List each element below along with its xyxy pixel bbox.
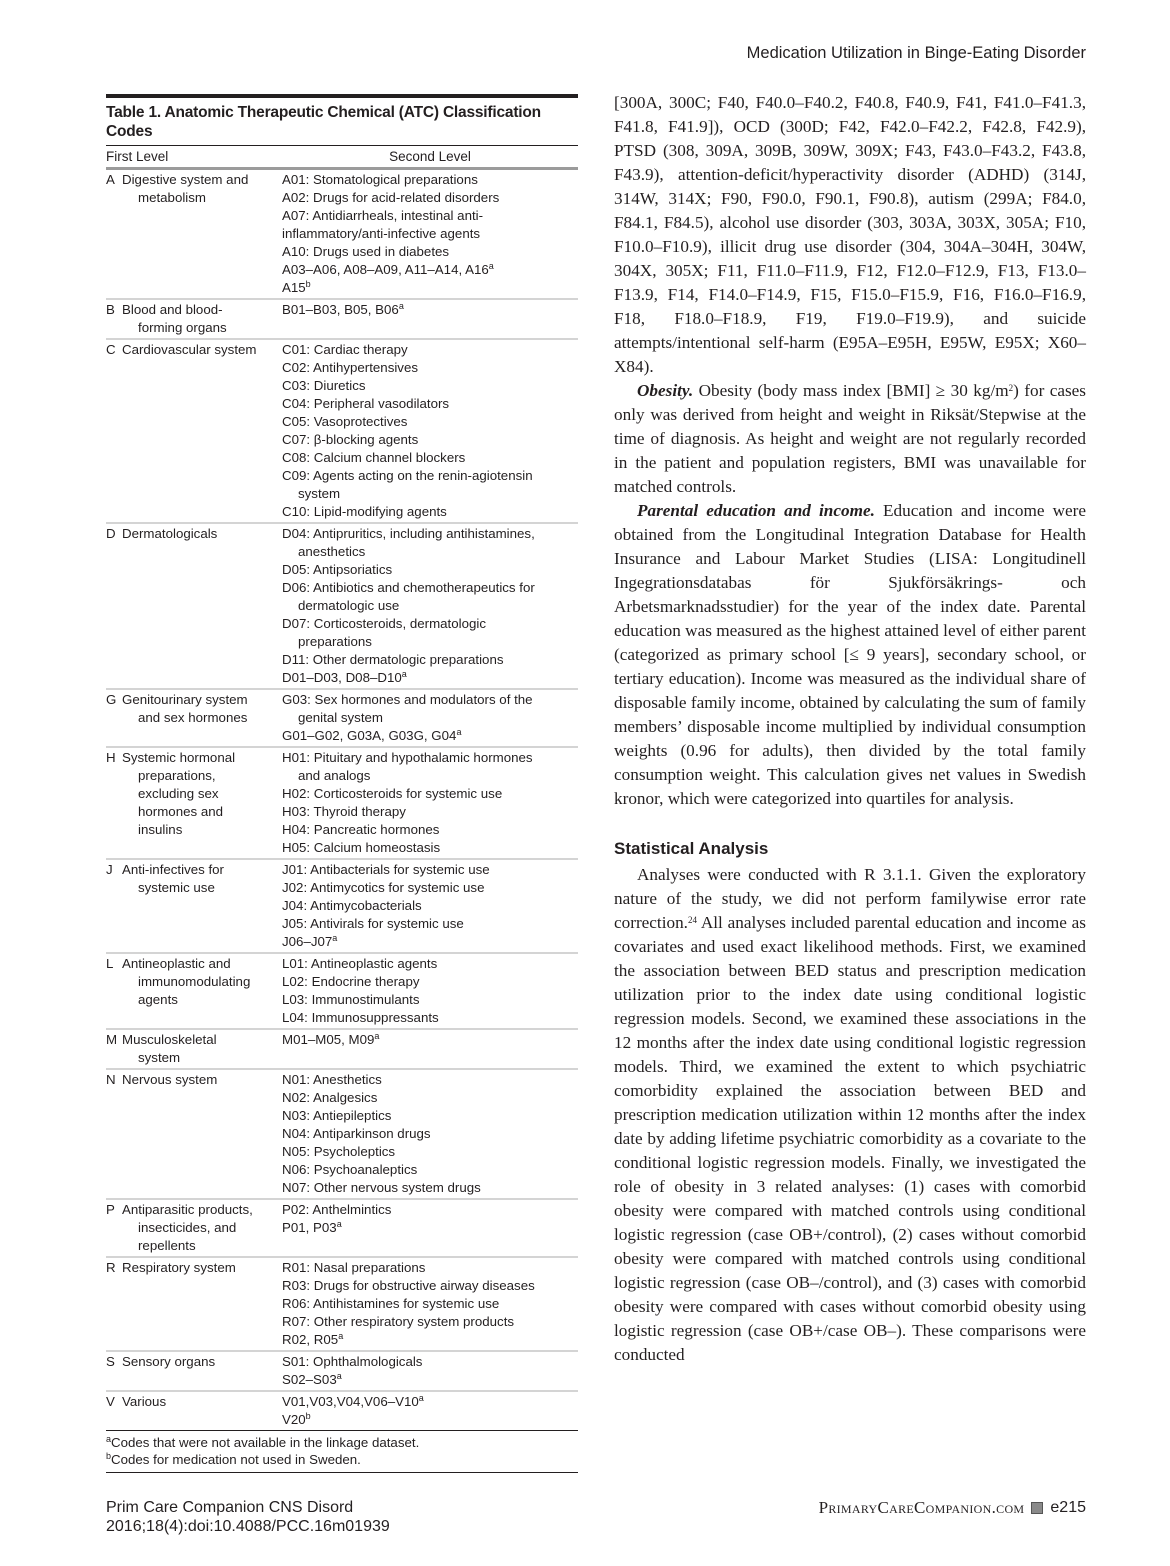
table-row bbox=[106, 690, 578, 748]
row-codes: D04: Antipruritics, including antihistamines, anesthetics D05: Antipsoriatics D06: Antibiotics and chemotherapeutics for dermatologic use D07: Corticosteroids, dermatologic preparations D11: Other dermatologic preparations D01–D03, D08–D10$^a$ bbox=[282, 526, 535, 685]
paragraph-comorbidity-codes: [300A, 300C; F40, F40.0–F40.2, F40.8, F40.9, F41, F41.0–F41.3, F41.8, F41.9]), OCD (300D; F42, F42.0–F42.2, F42.8, F42.9), PTSD (308, 309A, 309B, 309W, 309X; F43, F43.0–F43.2, F43.8, F43.9), attention-deficit/hyperactivity disorder (ADHD) (314J, 314W, 314X; F90, F90.0, F90.1, F90.8), autism (299A; F84.0, F84.1, F84.5), alcohol use disorder (303, 303A, 303X, 305A; F10, F10.0–F10.9), illicit drug use disorder (304, 304A–304H, 304W, 304X, 305X; F11, F11.0–F11.9, F12, F12.0–F12.9, F13, F13.0–F13.9, F14, F14.0–F14.9, F15, F15.0–F15.9, F16, F16.0–F16.9, F18, F18.0–F18.9, F19, F19.0–F19.9), and suicide attempts/intentional self-harm (E95A–E95H, E95W, E95X; X60–X84). bbox=[614, 93, 1086, 376]
row-codes: C01: Cardiac therapy C02: Antihypertensives C03: Diuretics C04: Peripheral vasodilators C05: Vasoprotectives C07: β-blocking agents C08: Calcium channel blockers C09: Agents acting on the renin-agiotensin system C10: Lipid-modifying agents bbox=[282, 342, 533, 519]
paragraph-obesity: Obesity. Obesity (body mass index [BMI] ≥ 30 $kg/m^2$) for cases only was derived from height and weight in Riksät/Stepwise at the time of diagnosis. As height and weight are not regularly recorded in the patient and population registers, BMI was unavailable for matched controls. bbox=[614, 381, 1086, 496]
table-row bbox=[106, 1392, 578, 1431]
page-number: e215 bbox=[1050, 1499, 1086, 1516]
row-name: Respiratory system bbox=[122, 1260, 236, 1275]
table-title: Table 1. Anatomic Therapeutic Chemical (ATC) Classification Codes bbox=[106, 104, 541, 140]
row-codes: H01: Pituitary and hypothalamic hormones and analogs H02: Corticosteroids for systemic use H03: Thyroid therapy H04: Pancreatic hormones H05: Calcium homeostasis bbox=[282, 750, 533, 855]
row-letter: D bbox=[106, 526, 116, 541]
row-letter: P bbox=[106, 1202, 115, 1217]
row-letter: N bbox=[106, 1072, 116, 1087]
table-row bbox=[106, 340, 578, 524]
table-row bbox=[106, 1070, 578, 1200]
row-letter: V bbox=[106, 1394, 115, 1409]
row-letter: R bbox=[106, 1260, 116, 1275]
row-codes: S01: Ophthalmologicals S02–S03$^a$ bbox=[282, 1354, 423, 1387]
row-letter: G bbox=[106, 692, 117, 707]
row-codes: M01–M05, M09$^a$ bbox=[282, 1031, 380, 1047]
table-row bbox=[106, 1258, 578, 1352]
footer-page-info bbox=[819, 1498, 1086, 1518]
row-name: Genitourinary system and sex hormones bbox=[122, 692, 248, 725]
reference-citation: 24 bbox=[687, 915, 697, 925]
table-row bbox=[106, 170, 578, 300]
row-codes: J01: Antibacterials for systemic use J02: Antimycotics for systemic use J04: Antimycobacterials J05: Antivirals for systemic use J06–J07$^a$ bbox=[282, 862, 490, 949]
footer-journal: Prim Care Companion CNS Disord bbox=[106, 1499, 354, 1516]
row-codes: P02: Anthelmintics P01, P03$^a$ bbox=[282, 1202, 392, 1235]
table-row bbox=[106, 1200, 578, 1258]
footnote-a: $^a$Codes that were not available in the linkage dataset. bbox=[106, 1434, 420, 1450]
table-row bbox=[106, 954, 578, 1030]
row-name: Musculoskeletal system bbox=[122, 1032, 217, 1065]
row-codes: L01: Antineoplastic agents L02: Endocrine therapy L03: Immunostimulants L04: Immunosuppressants bbox=[282, 956, 439, 1025]
header-second-level: Second Level bbox=[389, 149, 471, 164]
row-codes: G03: Sex hormones and modulators of the genital system G01–G02, G03A, G03G, G04$^a$ bbox=[282, 692, 533, 743]
row-name: Sensory organs bbox=[122, 1354, 216, 1369]
table-header-row bbox=[106, 145, 578, 170]
body-text-column bbox=[614, 91, 1086, 1367]
row-letter: J bbox=[106, 862, 113, 877]
row-name: Antineoplastic and immunomodulating agents bbox=[122, 956, 251, 1007]
running-head: Medication Utilization in Binge-Eating Disorder bbox=[746, 44, 1086, 62]
row-letter: B bbox=[106, 302, 115, 317]
paragraph-parental-education: Parental education and income. Education and income were obtained from the Longitudinal Integration Database for Health Insurance and Labour Market Studies (LISA: Longitudinell Ingegrationsdatabas för Sjukförsäkrings- och Arbetsmarknadsstudier) for the year of the index date. Parental education was measured as the highest attained level of either parent (categorized as primary school [≤ 9 years], secondary school, or tertiary education). Income was measured as the individual share of disposable family income, obtained by calculating the sum of family members’ disposable income multiplied by individual consumption weights (0.96 for adults), then divided by the total family consumption weight. This calculation gives net values in Swedish kronor, which were categorized into quartiles for analysis. bbox=[614, 501, 1086, 808]
atc-table bbox=[106, 94, 578, 1473]
table-row bbox=[106, 524, 578, 690]
row-letter: S bbox=[106, 1354, 115, 1369]
row-letter: M bbox=[106, 1032, 118, 1047]
row-codes: V01,V03,V04,V06–V10$^a$ V20$^b$ bbox=[282, 1393, 424, 1427]
section-heading-statistical-analysis: Statistical Analysis bbox=[614, 839, 769, 858]
header-first-level: First Level bbox=[106, 149, 169, 164]
footnote-b: $^b$Codes for medication not used in Sweden. bbox=[106, 1451, 361, 1467]
square-separator-icon bbox=[1031, 1502, 1043, 1514]
row-name: Dermatologicals bbox=[122, 526, 218, 541]
footer-site: PrimaryCareCompanion.com bbox=[818, 1498, 1025, 1517]
runin-heading-obesity: Obesity. bbox=[637, 381, 694, 400]
table-footnotes bbox=[106, 1431, 578, 1473]
row-letter: L bbox=[106, 956, 114, 971]
row-codes: A01: Stomatological preparations A02: Drugs for acid-related disorders A07: Antidiarrheals, intestinal anti- inflammatory/anti-infective agents A10: Drugs used in diabetes A03–A06, A08–A09, A11–A14, A16$^a$ A15$^b$ bbox=[282, 172, 500, 295]
row-codes: B01–B03, B05, B06$^a$ bbox=[282, 301, 404, 317]
row-name: Antiparasitic products, insecticides, and repellents bbox=[122, 1202, 253, 1253]
row-name: Digestive system and metabolism bbox=[122, 172, 249, 205]
row-codes: N01: Anesthetics N02: Analgesics N03: Antiepileptics N04: Antiparkinson drugs N05: Psycholeptics N06: Psychoanaleptics N07: Other nervous system drugs bbox=[282, 1072, 481, 1195]
row-letter: A bbox=[106, 172, 115, 187]
runin-heading-parental: Parental education and income. bbox=[637, 501, 875, 520]
row-name: Cardiovascular system bbox=[122, 342, 257, 357]
table-top-rule bbox=[106, 94, 578, 98]
row-name: Blood and blood- forming organs bbox=[122, 302, 227, 335]
table-row bbox=[106, 1030, 578, 1070]
row-letter: H bbox=[106, 750, 116, 765]
row-letter: C bbox=[106, 342, 116, 357]
table-row bbox=[106, 300, 578, 340]
table-row bbox=[106, 1352, 578, 1392]
row-codes: R01: Nasal preparations R03: Drugs for obstructive airway diseases R06: Antihistamines for systemic use R07: Other respiratory system products R02, R05$^a$ bbox=[282, 1260, 535, 1347]
table-row bbox=[106, 748, 578, 860]
footer-citation bbox=[106, 1498, 390, 1536]
paragraph-statistical-analysis: Analyses were conducted with R 3.1.1. Given the exploratory nature of the study, we did not perform familywise error rate correction.$^{24}$ All analyses included parental education and income as covariates and used exact likelihood methods. First, we examined the association between BED status and prescription medication utilization prior to the index date using conditional logistic regression models. Second, we examined these associations in the 12 months after the index date using conditional logistic regression models. Third, we examined the extent to which psychiatric comorbidity explained the association between BED and prescription medication utilization within 12 months after the index date by adding lifetime psychiatric comorbidity as a covariate to the conditional logistic regression models. Finally, we investigated the role of obesity in 3 related analyses: (1) cases with comorbid obesity were compared with matched controls using conditional logistic regression (case OB+/control), (2) cases without comorbid obesity were compared with matched controls using conditional logistic regression (case OB–/control), and (3) cases with comorbid obesity were compared with cases without comorbid obesity using logistic regression (case OB+/case OB–). These comparisons were conducted bbox=[614, 865, 1086, 1364]
row-name: Nervous system bbox=[122, 1072, 218, 1087]
row-name: Systemic hormonal preparations, excluding sex hormones and insulins bbox=[122, 750, 236, 837]
row-name: Anti-infectives for systemic use bbox=[122, 862, 224, 895]
table-row bbox=[106, 860, 578, 954]
row-name: Various bbox=[122, 1394, 167, 1409]
footer-doi: 2016;18(4):doi:10.4088/PCC.16m01939 bbox=[106, 1518, 390, 1535]
